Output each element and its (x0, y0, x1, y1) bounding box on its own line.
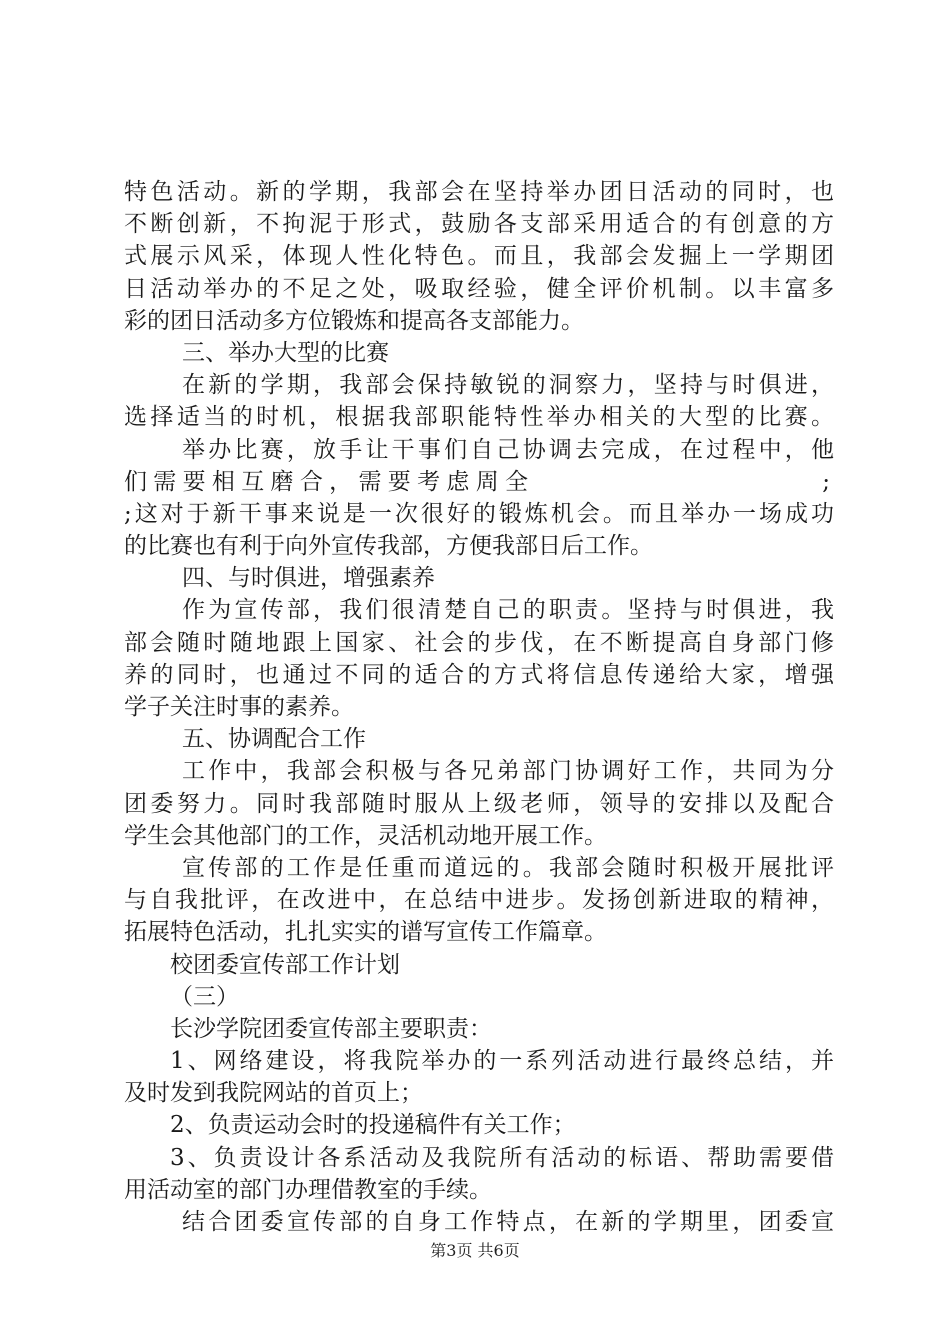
text-line: 结合团委宣传部的自身工作特点，在新的学期里，团委宣 (182, 1209, 834, 1235)
document-body (124, 176, 834, 1238)
text-line-right: ; (822, 468, 830, 495)
text-line: 特色活动。新的学期，我部会在坚持举办团日活动的同时，也 (124, 179, 834, 205)
text-line: 学生会其他部门的工作，灵活机动地开展工作。 (124, 822, 607, 849)
text-line: 2、负责运动会时的投递稿件有关工作； (170, 1112, 576, 1139)
text-line-left: 们需要相互磨合，需要考虑周全 (124, 468, 528, 495)
text-line: 长沙学院团委宣传部主要职责： (170, 1015, 492, 1042)
text-line: 团委努力。同时我部随时服从上级老师，领导的安排以及配合 (124, 790, 834, 817)
text-line: 作为宣传部，我们很清楚自己的职责。坚持与时俱进，我 (182, 597, 834, 624)
section-heading: （三） (170, 983, 239, 1010)
text-line: 式展示风采，体现人性化特色。而且，我部会发掘上一学期团 (124, 243, 834, 270)
text-line: 彩的团日活动多方位锻炼和提高各支部能力。 (124, 307, 584, 334)
text-line: 部会随时随地跟上国家、社会的步伐，在不断提高自身部门修 (124, 629, 834, 656)
text-line-split (124, 466, 834, 498)
page-number-footer: 第3页 共6页 (430, 1241, 520, 1260)
text-line: 学子关注时事的素养。 (124, 694, 354, 720)
section-heading: 校团委宣传部工作计划 (170, 951, 400, 978)
text-line: 不断创新，不拘泥于形式，鼓励各支部采用适合的有创意的方 (124, 211, 834, 238)
text-line: 选择适当的时机，根据我部职能特性举办相关的大型的比赛。 (124, 404, 834, 431)
text-line: 举办比赛，放手让干事们自己协调去完成，在过程中，他 (182, 436, 834, 463)
text-line: 1、网络建设，将我院举办的一系列活动进行最终总结，并 (170, 1048, 834, 1075)
text-line: 日活动举办的不足之处，吸取经验，健全评价机制。以丰富多 (124, 275, 834, 302)
text-line: 工作中，我部会积极与各兄弟部门协调好工作，共同为分 (182, 758, 834, 785)
text-line: 与自我批评，在改进中，在总结中进步。发扬创新进取的精神， (124, 887, 834, 914)
text-line: 及时发到我院网站的首页上； (124, 1080, 423, 1107)
text-line: 在新的学期，我部会保持敏锐的洞察力，坚持与时俱进， (182, 372, 834, 399)
text-line: 3、负责设计各系活动及我院所有活动的标语、帮助需要借 (170, 1144, 834, 1171)
text-line: 宣传部的工作是任重而道远的。我部会随时积极开展批评 (182, 854, 834, 881)
section-heading: 四、与时俱进，增强素养 (182, 565, 435, 592)
text-line: 的比赛也有利于向外宣传我部，方便我部日后工作。 (124, 533, 653, 560)
text-line: 养的同时，也通过不同的适合的方式将信息传递给大家，增强 (124, 661, 834, 688)
section-heading: 三、举办大型的比赛 (182, 339, 389, 366)
text-line: 用活动室的部门办理借教室的手续。 (124, 1176, 492, 1203)
section-heading: 五、协调配合工作 (182, 726, 366, 753)
text-line: 拓展特色活动，扎扎实实的谱写宣传工作篇章。 (124, 919, 607, 946)
text-line: ;这对于新干事来说是一次很好的锻炼机会。而且举办一场成功 (124, 500, 834, 527)
